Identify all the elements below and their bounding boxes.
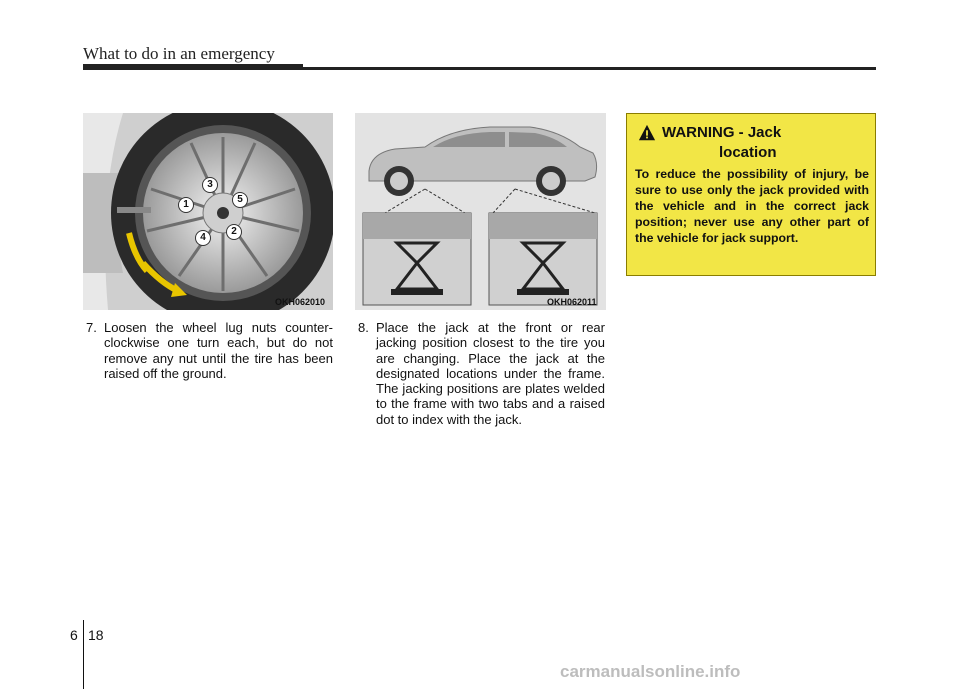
step-8 [358,320,605,427]
jack-position-illustration [355,113,606,310]
watermark-logo: carmanualsonline.info [560,662,741,681]
footer-divider [83,620,84,689]
step-number: 8. [358,320,369,335]
header-rule [83,67,876,70]
lug-label-2: 2 [226,224,242,240]
page-header-title: What to do in an emergency [83,44,275,63]
step-7 [86,320,333,381]
lug-label-3: 3 [202,177,218,193]
lug-label-4: 4 [195,230,211,246]
warning-title: WARNING - Jack [662,124,782,141]
lug-label-1: 1 [178,197,194,213]
lug-label-5: 5 [232,192,248,208]
page-number: 18 [88,627,104,643]
warning-body: To reduce the possibility of injury, be sure to use only the jack provided with the vehicle and in the correct jack position; never use any other part of the vehicle for jack support. [635,167,869,245]
step-text: Loosen the wheel lug nuts counter-clockwise one turn each, but do not remove any nut until the tire has been raised off the ground. [104,320,333,381]
figure-code: OKH062010 [275,297,326,307]
step-number: 7. [86,320,97,335]
wheel-lug-nut-illustration [83,113,333,310]
chapter-number: 6 [70,627,78,643]
step-text: Place the jack at the front or rear jacking position closest to the tire you are changing. Place the jack at the designated locations under the frame. The jacking positions are plates welded to the frame with two tabs and a raised dot to index with the jack. [376,320,605,427]
warning-box [626,113,876,276]
figure-code: OKH062011 [547,297,597,307]
warning-subtitle: location [719,144,777,161]
warning-triangle-icon [638,124,656,142]
